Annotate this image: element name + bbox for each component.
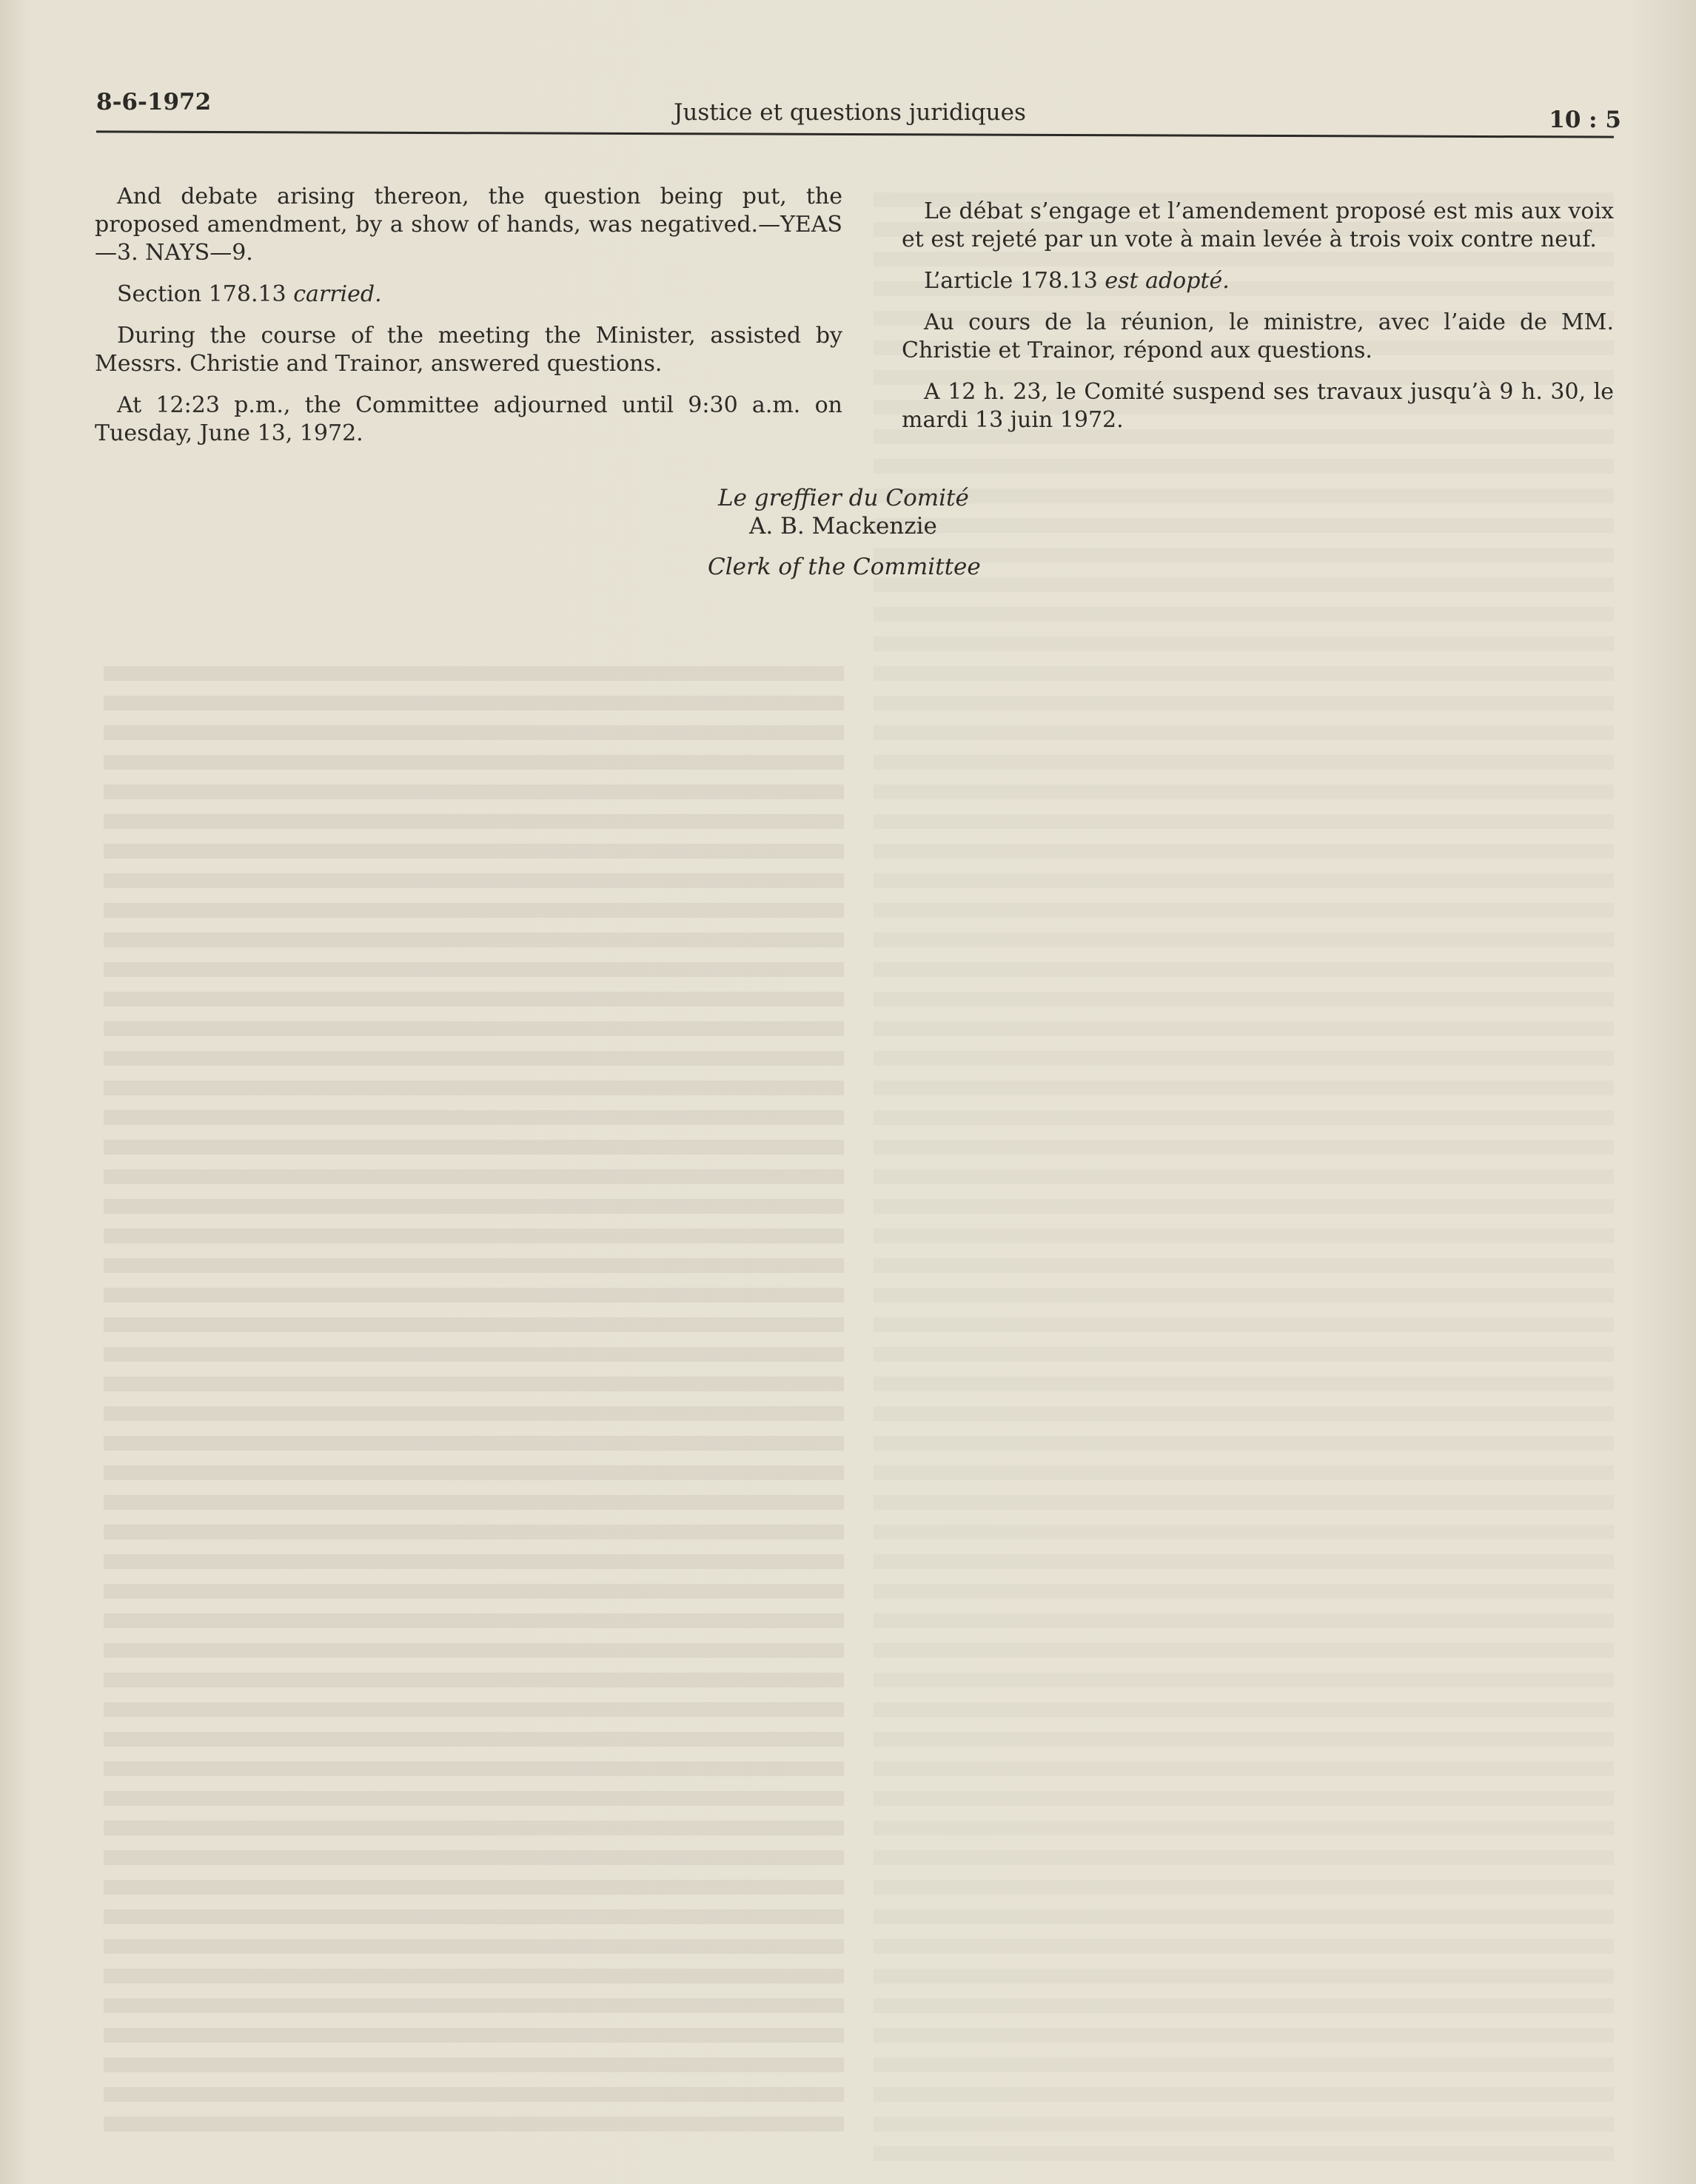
french-paragraph-adjourn: A 12 h. 23, le Comité suspend ses travaux jusqu’à 9 h. 30, le mardi 13 juin 1972. xyxy=(902,379,1614,433)
header-title: Justice et questions juridiques xyxy=(674,99,1026,126)
french-paragraph-vote: Le débat s’engage et l’amendement proposé est mis aux voix et est rejeté par un vote à main levée à trois voix contre neuf. xyxy=(902,198,1614,252)
show-through-texture-right xyxy=(874,192,1614,2161)
french-section-result: est adopté. xyxy=(1105,268,1230,294)
french-column xyxy=(902,198,1614,448)
french-paragraph-section xyxy=(902,267,1614,295)
english-paragraph-adjourn: At 12:23 p.m., the Committee adjourned until 9:30 a.m. on Tuesday, June 13, 1972. xyxy=(95,392,842,446)
english-paragraph-vote: And debate arising thereon, the question being put, the proposed amendment, by a show of hands, was negatived.—YEAS—3. NAYS—9. xyxy=(95,184,842,266)
english-column xyxy=(95,183,842,461)
header-date: 8-6-1972 xyxy=(96,89,212,115)
english-section-label: Section 178.13 xyxy=(117,281,294,307)
english-paragraph-questions: During the course of the meeting the Minister, assisted by Messrs. Christie and Trainor, answered questions. xyxy=(95,323,842,377)
signature-greffier: Le greffier du Comité xyxy=(718,485,969,511)
header-page-number: 10 : 5 xyxy=(1549,107,1621,133)
english-section-result: carried. xyxy=(293,281,382,307)
french-paragraph-questions: Au cours de la réunion, le ministre, avec l’aide de MM. Christie et Trainor, répond aux questions. xyxy=(902,309,1614,363)
show-through-texture xyxy=(104,666,844,2146)
english-paragraph-section xyxy=(95,280,842,309)
page-header xyxy=(96,89,1621,135)
signature-clerk: Clerk of the Committee xyxy=(708,554,981,580)
signature-name: A. B. Mackenzie xyxy=(749,513,937,540)
french-section-label: L’article 178.13 xyxy=(924,268,1105,294)
